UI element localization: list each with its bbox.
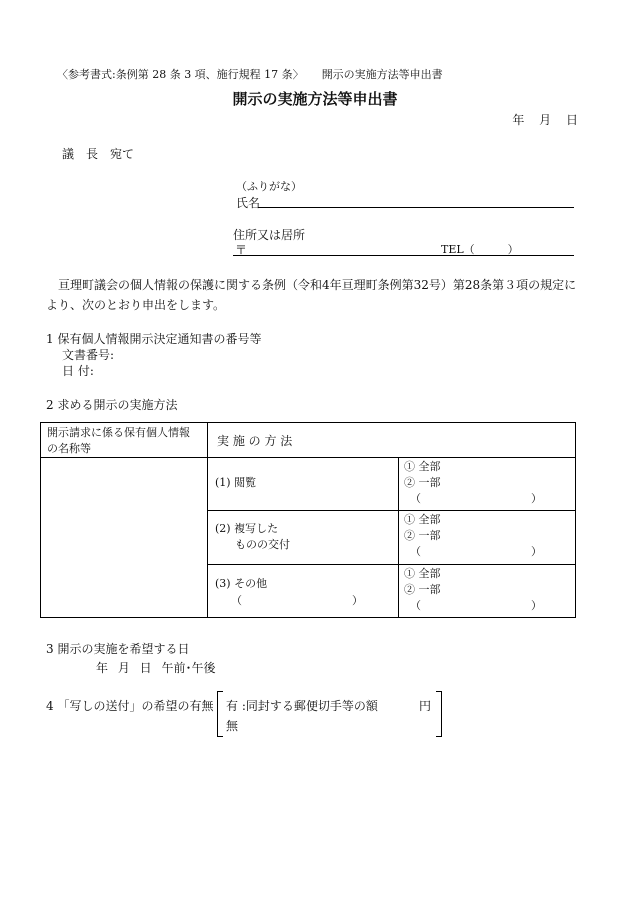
section1-heading: 1 保有個人情報開示決定通知書の番号等 xyxy=(46,332,262,346)
reference-note xyxy=(57,66,443,82)
table-divider-col1 xyxy=(207,423,208,617)
section4-heading: 4 「写しの送付」の希望の有無 xyxy=(46,699,214,713)
request-statement: 亘理町議会の個人情報の保護に関する条例（令和4年亘理町条例第32号）第28条第３項の規定により、次のとおり申出をします。 xyxy=(46,278,577,312)
tel-label: TEL（ ） xyxy=(441,243,519,256)
row1-option-part[interactable]: ② 一部 xyxy=(404,476,441,489)
info-name-field[interactable] xyxy=(41,458,206,616)
name-label: 氏名 xyxy=(236,196,261,210)
method-inspection: (1) 閲覧 xyxy=(215,476,257,489)
row2-part-detail[interactable]: （ ） xyxy=(410,545,542,558)
notice-date-label: 日 付: xyxy=(62,364,94,378)
right-bracket xyxy=(436,691,442,737)
table-row-rule-1 xyxy=(207,510,575,511)
method-other: (3) その他 xyxy=(215,577,268,590)
reference-form-name: 開示の実施方法等申出書 xyxy=(321,68,443,81)
row1-option-all[interactable]: ① 全部 xyxy=(404,460,441,473)
method-copy-delivery: (2) 複写した xyxy=(215,522,279,535)
left-bracket xyxy=(217,691,223,737)
address-label: 住所又は居所 xyxy=(233,228,306,242)
addressee: 議 長 宛て xyxy=(62,147,135,161)
row3-option-all[interactable]: ① 全部 xyxy=(404,567,441,580)
name-field[interactable] xyxy=(258,207,574,208)
table-row-rule-2 xyxy=(207,564,575,565)
method-copy-delivery-sub: ものの交付 xyxy=(235,538,290,551)
postal-mark: 〒 xyxy=(235,243,248,257)
section3-heading: 3 開示の実施を希望する日 xyxy=(46,642,190,656)
document-number-label: 文書番号: xyxy=(62,348,115,362)
yen-unit: 円 xyxy=(419,699,432,713)
option-yes-postage[interactable]: 有 :同封する郵便切手等の額 xyxy=(226,699,378,713)
method-other-detail[interactable]: （ ） xyxy=(231,594,363,607)
disclosure-method-table xyxy=(40,422,576,618)
option-no[interactable]: 無 xyxy=(226,719,239,733)
address-field[interactable] xyxy=(233,255,574,256)
row1-part-detail[interactable]: （ ） xyxy=(410,492,542,505)
row2-option-all[interactable]: ① 全部 xyxy=(404,513,441,526)
table-header-method: 実 施 の 方 法 xyxy=(217,434,293,448)
row3-part-detail[interactable]: （ ） xyxy=(410,599,542,612)
table-header-info-name: 開示請求に係る保有個人情報の名称等 xyxy=(47,426,190,455)
form-title: 開示の実施方法等申出書 xyxy=(232,90,398,108)
section2-heading: 2 求める開示の実施方法 xyxy=(46,398,178,412)
reference-citation: 〈参考書式:条例第 28 条 3 項、施行規程 17 条〉 xyxy=(57,68,304,81)
submission-date[interactable]: 年 月 日 xyxy=(512,113,578,127)
row3-option-part[interactable]: ② 一部 xyxy=(404,583,441,596)
furigana-label: （ふりがな） xyxy=(236,180,302,193)
table-divider-col2 xyxy=(398,457,399,617)
preferred-date-field[interactable]: 年 月 日 午前･午後 xyxy=(96,661,216,675)
row2-option-part[interactable]: ② 一部 xyxy=(404,529,441,542)
